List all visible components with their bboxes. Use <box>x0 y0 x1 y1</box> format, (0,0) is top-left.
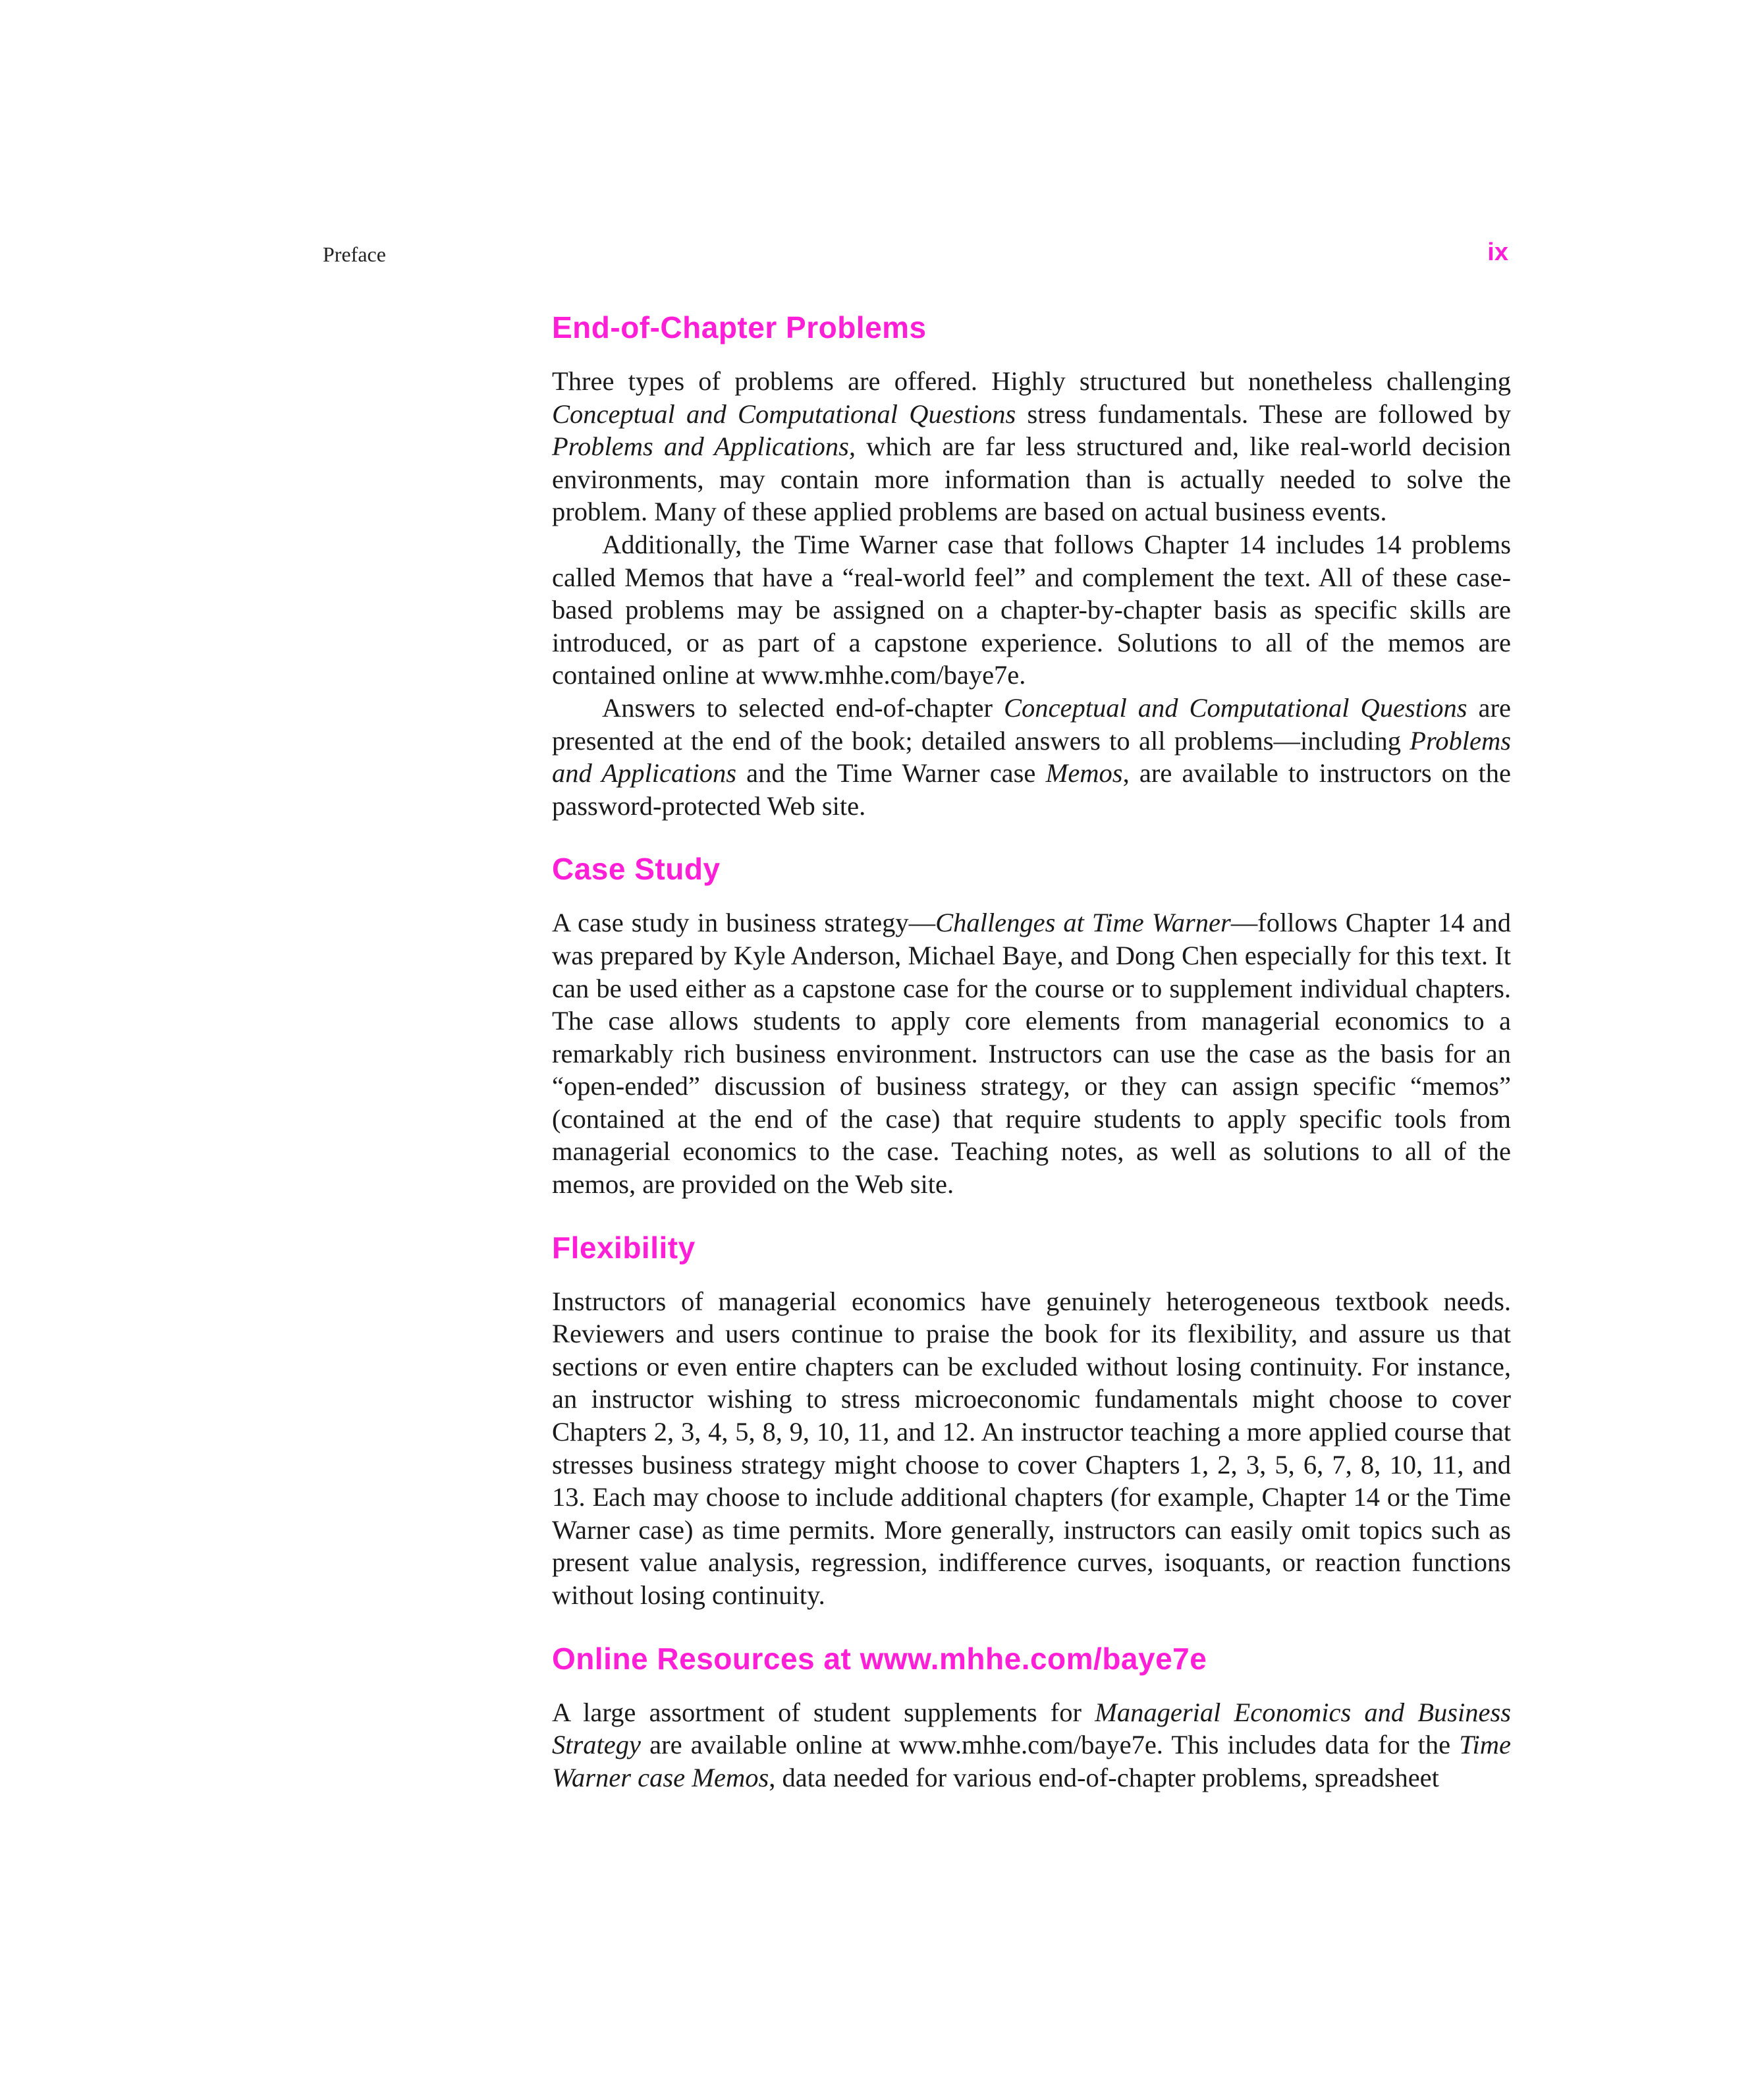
section-flexibility <box>552 1225 1511 1612</box>
section-heading: Online Resources at www.mhhe.com/baye7e <box>552 1641 1207 1676</box>
paragraph: Additionally, the Time Warner case that follows Chapter 14 includes 14 problems called Memos that have a “real-world feel” and complement the text. All of these case-based problems may be assigned on a chapter-by-chapter basis as specific skills are introduced, or as part of a capstone experience. Solutions to all of the memos are contained online at www.mhhe.com/baye7e. <box>552 529 1511 690</box>
section-case-study <box>552 846 1511 1200</box>
section-online-resources <box>552 1636 1511 1794</box>
paragraph: Three types of problems are offered. Highly structured but nonetheless challenging Conceptual and Computational Questions stress fundamentals. These are followed by Problems and Applications, which are far less structured and, like real-world decision environments, may contain more information than is actually needed to solve the problem. Many of these applied problems are based on actual business events. <box>552 366 1511 527</box>
page-body <box>552 304 1511 1817</box>
section-end-of-chapter-problems <box>552 304 1511 822</box>
section-heading: Flexibility <box>552 1230 696 1265</box>
running-title: Preface <box>323 242 386 266</box>
section-heading: Case Study <box>552 852 721 887</box>
section-heading: End-of-Chapter Problems <box>552 310 927 345</box>
running-head <box>323 238 1508 275</box>
paragraph: A large assortment of student supplements for Managerial Economics and Business Strategy are available online at www.mhhe.com/baye7e. This includes data for the Time Warner case Memos, data needed for various end-of-chapter problems, spreadsheet <box>552 1697 1512 1792</box>
paragraph: A case study in business strategy—Challenges at Time Warner—follows Chapter 14 and was prepared by Kyle Anderson, Michael Baye, and Dong Chen especially for this text. It can be used either as a capstone case for the course or to supplement individual chapters. The case allows students to apply core elements from managerial economics to a remarkably rich business environment. Instructors can use the case as the basis for an “open-ended” discussion of business strategy, or they can assign specific “memos” (contained at the end of the case) that require students to apply specific tools from managerial economics to the case. Teaching notes, as well as solutions to all of the memos, are provided on the Web site. <box>552 908 1512 1200</box>
page-number: ix <box>1487 238 1508 266</box>
paragraph: Instructors of managerial economics have genuinely heterogeneous textbook needs. Reviewers and users continue to praise the book for its flexibility, and assure us that sections or even entire chapters can be excluded without losing continuity. For instance, an instructor wishing to stress microeconomic fundamentals might choose to cover Chapters 2, 3, 4, 5, 8, 9, 10, 11, and 12. An instructor teaching a more applied course that stresses business strategy might choose to cover Chapters 1, 2, 3, 5, 6, 7, 8, 10, 11, and 13. Each may choose to include additional chapters (for example, Chapter 14 or the Time Warner case) as time permits. More generally, instructors can easily omit topics such as present value analysis, regression, indifference curves, isoquants, or reaction functions without losing continuity. <box>552 1286 1511 1610</box>
paragraph: Answers to selected end-of-chapter Conceptual and Computational Questions are presented at the end of the book; detailed answers to all problems—including Problems and Applications and the Time Warner case Memos, are available to instructors on the password-protected Web site. <box>552 692 1511 821</box>
